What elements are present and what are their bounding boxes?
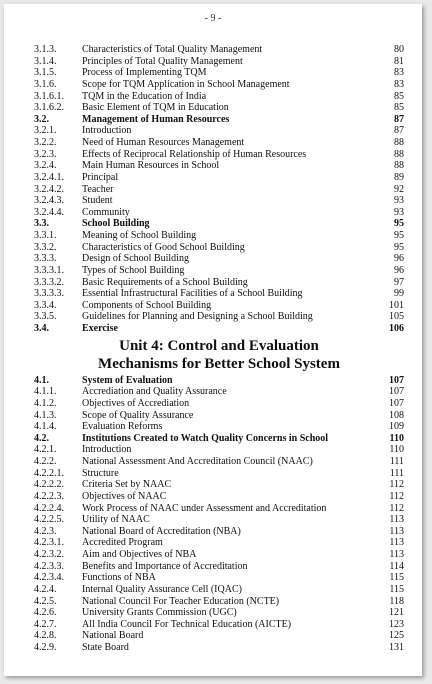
- toc-entry: [34, 444, 404, 456]
- toc-entry-title: Utility of NAAC: [82, 514, 150, 526]
- toc-entry-number: 4.2.3.3.: [34, 560, 64, 572]
- toc-entry-number: 4.2.9.: [34, 642, 57, 653]
- toc-entry-number: 4.1.1.: [34, 386, 57, 398]
- toc-entry: [34, 137, 404, 149]
- toc-entry: [34, 91, 404, 103]
- toc-entry: [34, 386, 404, 398]
- toc-entry-title: Basic Element of TQM in Education: [82, 102, 229, 114]
- toc-entry-title: Objectives of Accrediation: [82, 397, 190, 409]
- toc-entry-number: 4.2.2.5.: [34, 514, 64, 526]
- unit-heading-line-2: Mechanisms for Better School System: [98, 355, 340, 372]
- toc-entry: [34, 277, 404, 289]
- toc-entry-number: 3.3.2.: [34, 241, 57, 253]
- toc-entry-number: 3.2.3.: [34, 148, 57, 160]
- toc-entry-number: 4.2.5.: [34, 595, 57, 607]
- toc-entry: [34, 44, 404, 56]
- toc-entry-page: 118: [389, 595, 404, 607]
- toc-entry-number: 3.1.6.1.: [34, 90, 64, 102]
- toc-entry: [34, 607, 404, 619]
- toc-entry-number: 4.2.2.4.: [34, 502, 64, 514]
- toc-entry-number: 4.2.2.1.: [34, 467, 64, 479]
- toc-entry-number: 4.1.3.: [34, 409, 57, 421]
- toc-entry-page: 110: [389, 444, 404, 456]
- toc-entry-title: University Grants Commission (UGC): [82, 607, 237, 619]
- toc-entry-page: 131: [389, 642, 404, 653]
- toc-entry-number: 4.2.8.: [34, 630, 57, 642]
- toc-entry: [34, 479, 404, 491]
- toc-section-unit-4: [34, 375, 404, 654]
- toc-entry-number: 3.1.3.: [34, 44, 57, 55]
- toc-entry-number: 3.2.: [34, 113, 49, 125]
- toc-entry-page: 80: [394, 44, 404, 55]
- toc-entry-page: 107: [389, 386, 404, 398]
- toc-entry-page: 83: [394, 67, 404, 79]
- toc-entry: [34, 102, 404, 114]
- toc-entry-title: Community: [82, 206, 130, 218]
- toc-entry-number: 4.2.4.: [34, 583, 57, 595]
- document-page: [4, 4, 422, 676]
- toc-entry-page: 85: [394, 102, 404, 114]
- toc-entry: [34, 184, 404, 196]
- toc-entry-number: 3.3.3.1.: [34, 264, 64, 276]
- toc-entry-title: Characteristics of Total Quality Management: [82, 44, 263, 55]
- toc-entry: [34, 56, 404, 68]
- toc-entry-title: Accrediation and Quality Assurance: [82, 386, 227, 398]
- toc-entry: [34, 265, 404, 277]
- toc-entry-title: Teacher: [82, 183, 114, 195]
- toc-entry-page: 113: [389, 525, 404, 537]
- toc-entry-title: State Board: [82, 642, 129, 653]
- toc-entry: [34, 433, 404, 445]
- toc-entry-title: Effects of Reciprocal Relationship of Human Resources: [82, 148, 307, 160]
- toc-entry: [34, 410, 404, 422]
- toc-entry: [34, 160, 404, 172]
- toc-entry-title: Objectives of NAAC: [82, 490, 167, 502]
- toc-entry-title: National Board of Accreditation (NBA): [82, 525, 241, 537]
- toc-entry: [34, 79, 404, 91]
- toc-entry-number: 3.2.4.4.: [34, 206, 64, 218]
- toc-entry: [34, 311, 404, 323]
- toc-entry: [34, 572, 404, 584]
- toc-entry-title: Functions of NBA: [82, 572, 156, 584]
- toc-entry: [34, 114, 404, 126]
- toc-entry-page: 88: [394, 137, 404, 148]
- toc-entry-page: 108: [389, 409, 404, 421]
- toc-entry-title: Need of Human Resources Management: [82, 137, 245, 148]
- toc-entry-title: Guidelines for Planning and Designing a School Building: [82, 311, 313, 323]
- toc-entry-title: Internal Quality Assurance Cell (IQAC): [82, 583, 242, 595]
- toc-entry-title: Process of Implementing TQM: [82, 67, 207, 79]
- toc-entry: [34, 218, 404, 230]
- toc-entry-title: Introduction: [82, 125, 132, 137]
- toc-entry-page: 113: [389, 549, 404, 560]
- toc-entry-page: 125: [389, 630, 404, 642]
- toc-entry-page: 87: [394, 113, 404, 125]
- table-of-contents: [34, 44, 404, 654]
- toc-entry-title: All India Council For Technical Education (AICTE): [82, 618, 292, 630]
- unit-heading: [34, 337, 404, 373]
- toc-entry: [34, 195, 404, 207]
- toc-entry-page: 107: [389, 374, 404, 386]
- toc-entry-number: 4.2.7.: [34, 618, 57, 630]
- toc-entry-title: Essential Infrastructural Facilities of a School Building: [82, 288, 303, 300]
- toc-entry-number: 4.2.2.2.: [34, 479, 64, 491]
- toc-entry-number: 4.2.: [34, 432, 49, 444]
- toc-entry-title: Basic Requirements of a School Building: [82, 276, 248, 288]
- toc-entry-title: Components of School Building: [82, 299, 212, 311]
- toc-entry-title: Characteristics of Good School Building: [82, 241, 245, 253]
- toc-entry-number: 4.1.2.: [34, 397, 57, 409]
- toc-entry: [34, 149, 404, 161]
- toc-entry-page: 112: [389, 479, 404, 491]
- toc-entry: [34, 398, 404, 410]
- toc-entry-page: 97: [394, 276, 404, 288]
- toc-entry: [34, 549, 404, 561]
- toc-entry: [34, 630, 404, 642]
- toc-entry-title: Accredited Program: [82, 537, 163, 549]
- toc-entry-number: 4.2.2.3.: [34, 490, 64, 502]
- toc-entry-page: 88: [394, 160, 404, 172]
- page-number: - 9 -: [204, 13, 222, 24]
- toc-entry-page: 113: [389, 514, 404, 526]
- toc-entry-number: 3.2.2.: [34, 137, 57, 148]
- toc-entry-page: 95: [394, 230, 404, 241]
- toc-entry-number: 3.2.4.2.: [34, 183, 64, 195]
- toc-entry: [34, 642, 404, 654]
- toc-entry-page: 115: [389, 583, 404, 595]
- toc-entry-number: 3.2.4.1.: [34, 171, 64, 183]
- toc-entry-title: Evaluation Reforms: [82, 421, 163, 433]
- toc-entry-page: 112: [389, 490, 404, 502]
- toc-entry-page: 107: [389, 397, 404, 409]
- toc-entry: [34, 125, 404, 137]
- toc-entry: [34, 375, 404, 387]
- toc-entry-page: 109: [389, 421, 404, 433]
- toc-entry-title: Introduction: [82, 444, 132, 456]
- toc-entry-title: National Assessment And Accreditation Council (NAAC): [82, 456, 313, 467]
- toc-entry-title: Principal: [82, 171, 119, 183]
- toc-entry: [34, 67, 404, 79]
- toc-entry-page: 121: [389, 607, 404, 619]
- toc-entry-number: 3.1.6.2.: [34, 102, 64, 114]
- toc-entry-number: 3.3.4.: [34, 299, 57, 311]
- toc-entry-page: 99: [394, 288, 404, 300]
- toc-entry-page: 115: [389, 572, 404, 584]
- toc-entry: [34, 526, 404, 538]
- toc-entry-title: Benefits and Importance of Accreditation: [82, 560, 248, 572]
- toc-entry-title: Design of School Building: [82, 253, 189, 265]
- toc-entry-page: 92: [394, 183, 404, 195]
- toc-entry-page: 123: [389, 618, 404, 630]
- toc-entry-page: 81: [394, 55, 404, 67]
- toc-entry-page: 110: [389, 432, 404, 444]
- toc-entry-title: Management of Human Resources: [82, 113, 230, 125]
- toc-entry: [34, 561, 404, 573]
- toc-entry-title: Main Human Resources in School: [82, 160, 220, 172]
- toc-entry-page: 112: [389, 502, 404, 514]
- toc-entry: [34, 253, 404, 265]
- toc-entry-title: Structure: [82, 467, 119, 479]
- toc-entry-page: 101: [389, 299, 404, 311]
- toc-entry-title: Types of School Building: [82, 264, 185, 276]
- toc-entry-page: 93: [394, 195, 404, 207]
- toc-entry-title: System of Evaluation: [82, 374, 173, 386]
- toc-entry-number: 4.2.6.: [34, 607, 57, 619]
- toc-entry-page: 96: [394, 264, 404, 276]
- toc-entry-title: Student: [82, 195, 113, 207]
- toc-entry-page: 87: [394, 125, 404, 137]
- toc-entry-page: 113: [389, 537, 404, 549]
- toc-entry-page: 105: [389, 311, 404, 323]
- toc-entry-number: 4.2.3.2.: [34, 549, 64, 560]
- toc-entry: [34, 468, 404, 480]
- toc-entry-number: 3.1.4.: [34, 55, 57, 67]
- unit-heading-line-1: Unit 4: Control and Evaluation: [119, 337, 319, 354]
- toc-entry: [34, 288, 404, 300]
- toc-entry-page: 83: [394, 78, 404, 90]
- toc-entry-title: School Building: [82, 218, 150, 230]
- toc-entry: [34, 300, 404, 312]
- toc-entry-title: National Council For Teacher Education (NCTE): [82, 595, 280, 607]
- toc-entry-page: 106: [389, 323, 404, 334]
- toc-entry-number: 3.1.6.: [34, 78, 57, 90]
- toc-entry: [34, 172, 404, 184]
- toc-entry: [34, 242, 404, 254]
- toc-entry: [34, 230, 404, 242]
- toc-entry: [34, 537, 404, 549]
- toc-entry-number: 3.1.5.: [34, 67, 57, 79]
- toc-entry-number: 4.1.4.: [34, 421, 57, 433]
- toc-entry-title: National Board: [82, 630, 144, 642]
- toc-entry-number: 3.3.5.: [34, 311, 57, 323]
- toc-entry-title: Aim and Objectives of NBA: [82, 549, 197, 560]
- toc-entry-number: 3.3.3.3.: [34, 288, 64, 300]
- toc-entry-number: 4.2.3.: [34, 525, 57, 537]
- toc-entry-number: 4.2.2.: [34, 456, 57, 467]
- toc-entry-page: 111: [389, 467, 404, 479]
- toc-section-unit-3: [34, 44, 404, 335]
- toc-entry: [34, 323, 404, 335]
- toc-entry-number: 3.3.3.2.: [34, 276, 64, 288]
- toc-entry: [34, 596, 404, 608]
- toc-entry-number: 4.1.: [34, 374, 49, 386]
- toc-entry-page: 93: [394, 206, 404, 218]
- toc-entry-title: TQM in the Education of India: [82, 90, 207, 102]
- toc-entry-number: 3.2.4.: [34, 160, 57, 172]
- toc-entry: [34, 503, 404, 515]
- toc-entry-number: 4.2.3.1.: [34, 537, 64, 549]
- toc-entry-title: Principles of Total Quality Management: [82, 55, 243, 67]
- toc-entry: [34, 207, 404, 219]
- toc-entry-page: 88: [394, 148, 404, 160]
- toc-entry: [34, 584, 404, 596]
- toc-entry-number: 3.3.1.: [34, 230, 57, 241]
- toc-entry-page: 96: [394, 253, 404, 265]
- toc-entry: [34, 421, 404, 433]
- toc-entry-page: 114: [389, 560, 404, 572]
- toc-entry-title: Meaning of School Building: [82, 230, 197, 241]
- toc-entry-page: 89: [394, 171, 404, 183]
- toc-entry-number: 4.2.3.4.: [34, 572, 64, 584]
- toc-entry-number: 4.2.1.: [34, 444, 57, 456]
- toc-entry-title: Scope of Quality Assurance: [82, 409, 194, 421]
- toc-entry: [34, 514, 404, 526]
- toc-entry: [34, 619, 404, 631]
- toc-entry-title: Scope for TQM Application in School Management: [82, 78, 290, 90]
- toc-entry-page: 85: [394, 90, 404, 102]
- toc-entry-title: Criteria Set by NAAC: [82, 479, 172, 491]
- toc-entry-number: 3.4.: [34, 323, 49, 334]
- toc-entry: [34, 456, 404, 468]
- toc-entry-page: 95: [394, 241, 404, 253]
- toc-entry-title: Work Process of NAAC under Assessment and Accreditation: [82, 502, 327, 514]
- toc-entry-title: Exercise: [82, 323, 118, 334]
- toc-entry-page: 111: [389, 456, 404, 467]
- toc-entry-number: 3.3.: [34, 218, 49, 230]
- toc-entry-page: 95: [394, 218, 404, 230]
- toc-entry-number: 3.2.4.3.: [34, 195, 64, 207]
- toc-entry-number: 3.3.3.: [34, 253, 57, 265]
- toc-entry-number: 3.2.1.: [34, 125, 57, 137]
- toc-entry: [34, 491, 404, 503]
- toc-entry-title: Institutions Created to Watch Quality Concerns in School: [82, 432, 329, 444]
